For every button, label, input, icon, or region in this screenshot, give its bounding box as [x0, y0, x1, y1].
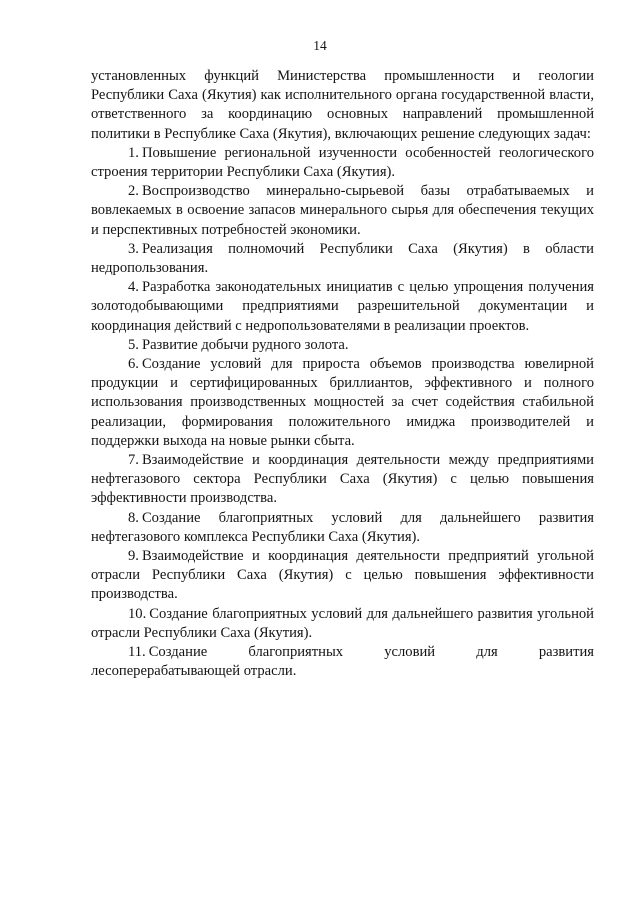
- item-text: Повышение региональной изученности особенностей геологического строения территории Республики Саха (Якутия).: [91, 144, 594, 181]
- item-number: 7.: [128, 452, 139, 469]
- list-item: [91, 509, 594, 547]
- list-item: [91, 355, 594, 451]
- item-number: 5.: [128, 336, 139, 353]
- item-text: Создание благоприятных условий для дальнейшего развития нефтегазового комплекса Республики Саха (Якутия).: [91, 509, 594, 545]
- page-number: 14: [313, 38, 327, 53]
- item-number: 10.: [128, 605, 147, 622]
- list-item: [91, 451, 594, 509]
- list-item: [91, 547, 594, 605]
- item-number: 2.: [128, 183, 139, 200]
- list-item: [91, 605, 594, 643]
- item-text: Создание благоприятных условий для развития лесоперерабатывающей отрасли.: [91, 644, 594, 680]
- list-item: [91, 182, 594, 240]
- list-item: [91, 144, 594, 182]
- list-item: [91, 643, 594, 681]
- list-item: [91, 278, 594, 336]
- item-text: Воспроизводство минерально-сырьевой базы отрабатываемых и вовлекаемых в освоение запасов минерального сырья для обеспечения текущих и перспективных потребностей экономики.: [91, 183, 594, 238]
- item-number: 6.: [128, 356, 139, 373]
- item-text: Реализация полномочий Республики Саха (Якутия) в области недропользования.: [91, 240, 594, 277]
- list-item: [91, 240, 594, 278]
- item-number: 9.: [128, 548, 139, 565]
- item-number: 11.: [128, 644, 146, 661]
- item-number: 4.: [128, 279, 139, 296]
- item-text: Взаимодействие и координация деятельности между предприятиями нефтегазового сектора Республики Саха (Якутия) с целью повышения эффективности производства.: [91, 452, 594, 507]
- item-text: Взаимодействие и координация деятельности предприятий угольной отрасли Республики Саха (Якутия) с целью повышения эффективности производства.: [91, 548, 594, 603]
- item-text: Создание условий для прироста объемов производства ювелирной продукции и сертифицированных бриллиантов, эффективного и полного использования производственных мощностей за счет содействия стабильной реализации, формирования положительного имиджа производителей и поддержки выхода на новые рынки сбыта.: [91, 356, 594, 449]
- item-text: Создание благоприятных условий для дальнейшего развития угольной отрасли Республики Саха (Якутия).: [91, 605, 594, 641]
- document-body: [91, 67, 594, 682]
- item-number: 8.: [128, 509, 139, 526]
- item-number: 1.: [128, 144, 139, 161]
- item-text: Развитие добычи рудного золота.: [141, 336, 349, 353]
- intro-paragraph: установленных функций Министерства промышленности и геологии Республики Саха (Якутия) как исполнительного органа государственной власти, ответственного за координацию основных направлений промышленной политики в Республике Саха (Якутия), включающих решение следующих задач:: [91, 68, 594, 142]
- item-number: 3.: [128, 240, 139, 257]
- list-item: [91, 336, 594, 355]
- item-text: Разработка законодательных инициатив с целью упрощения получения золотодобывающими предприятиями разрешительной документации и координация действий с недропользователями в реализации проектов.: [91, 279, 594, 334]
